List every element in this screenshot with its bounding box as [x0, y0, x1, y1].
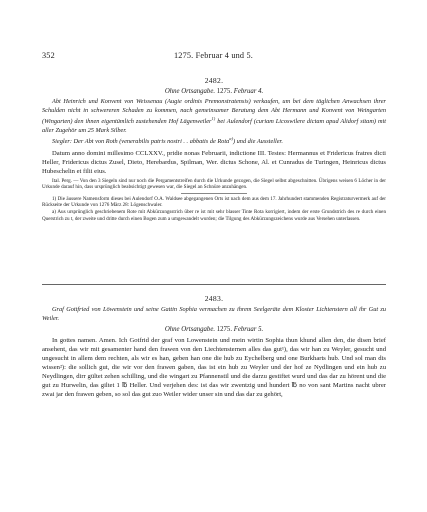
- document-text: In gottes namen. Amen. Ich Gotfrid der graf von Lowenstein und mein wirtin Sophia thun khund allen den, die disen brief ansehent, das wir mit gesamenter hand den frawen von den Liechtensternen alles das gut¹), das wir han zu Weyler, gesucht und ungesucht in allem dem rechten, als wir es han, geben han one die hub zu Eychelberg und one Burkharts hub. Und sol man dis wissen²): die sollich gut, die wir vor den frawen gaben, das ist ein hub zu Weyler und der hof ze Nydlingen und ein hub zu Neydlingen, dirr gültet zehen schilling, und die wingart zu Pfannenstil und die darzu gestiftet wurd und das dar zu hörent und die gut zu Hurwelin, das giltet 1 ℔ Heller. Und verjehen des: ist das wir zwentzig und hundert ℔ no von sant Martins nacht ubrer zwai jar den frawen geben, so sol das gut zuo Weiler wider unser sin und das dar zu gehört,: [42, 337, 386, 398]
- place-label: Ohne Ortsangabe.: [164, 326, 216, 333]
- summary-part: Abt Heinrich und Konvent von Weissenau (Augie ordinis Premonstratensis) verkaufen, um bei dem täglichen Anwachsen ihrer Schulden nicht in schwereren Schaden zu kommen, nach gemeinsamer Beratung dem Abt Hermann und Konvent von Weingarten (Wingarten) den ihnen eigentümlich zustehenden Hof Lägenweiler: [42, 98, 386, 126]
- date-year: 1275.: [216, 326, 233, 333]
- regest-summary: [42, 98, 386, 135]
- footnote-1: 1) Die äussere Namensform dieses bei Aulendorf O.A. Waldsee abgegangenen Orts ist nach dem aus dem 17. Jahrhundert stammenden Registraturvermerk auf der Rückseite der Urkunde von 1276 März 28: Lögenschwaler.: [42, 195, 386, 209]
- date-day: Februar 4.: [233, 88, 264, 95]
- document-divider: [42, 284, 386, 285]
- place-date: [42, 88, 386, 95]
- running-title: 1275. Februar 4 und 5.: [174, 51, 253, 60]
- page-number: 352: [42, 51, 55, 60]
- footnote-a: a) Aus ursprünglich geschriebenem Rote mit Abkürzungsstrich über re ist mit sehr blasser Tinte Rota korrigiert, indem der erste Grundstrich des re durch einen Querstrich zu t, der zweite und dritte durch einen Bogen zum a umgewandelt wurden; die Tilgung des Abkürzungszeichens wurde aus Versehen unterlassen.: [42, 209, 386, 222]
- document-number: 2483.: [204, 294, 224, 303]
- document-2482: [42, 76, 386, 222]
- place-label: Ohne Ortsangabe.: [164, 88, 216, 95]
- siegler-text: Siegler: Der Abt von Roth (venerabilis patris nostri . . abbatis de Rota: [52, 138, 230, 146]
- document-2483: [42, 294, 386, 399]
- regest-summary: Graf Gottfried von Löwenstein und seine Gattin Sophia vermachen zu ihrem Seelgeräte dem Kloster Lichtenstern all ihr Gut zu Weiler.: [42, 306, 386, 322]
- footnote-separator: [181, 193, 247, 194]
- place-date: [42, 326, 386, 333]
- footnote-ref: a): [229, 136, 233, 142]
- document-number: 2482.: [204, 76, 224, 85]
- siegler-line: [42, 135, 386, 147]
- footnote-ref: 1): [211, 116, 216, 121]
- document-text: Datum anno domini millesimo CCLXXV., pridie nonas Februarii, indictione III. Testes: Hermannus et Fridericus fratres dicti Heller, Fridericus dictus Zusel, Dieto, Herebardus, Spilman, Wer. dictus Schone, Al. et Cunradus de Turingen, Heinricus dictus Hubeschelin et filii eius.: [42, 149, 386, 175]
- summary-part: bei Aulendorf (curiam Licoswilere dictam apud Alidorf sitam) mit aller Zugehör um 25 Mark Silber.: [42, 118, 386, 134]
- siegler-text: ) und die Aussteller.: [232, 138, 283, 146]
- date-year: 1275.: [216, 88, 233, 95]
- date-day: Februar 5.: [233, 326, 264, 333]
- archival-note: Ital. Perg. — Von den 3 Siegeln sind nur noch die Pergamentstreifen durch die Urkunde gezogen, die Siegel selbst abgeschnitten. Übrigens weisen 6 Löcher in der Urkunde darauf hin, dass ursprünglich beabsichtigt gewesen war, die Siegel an Schnüre anzuhängen.: [42, 177, 386, 191]
